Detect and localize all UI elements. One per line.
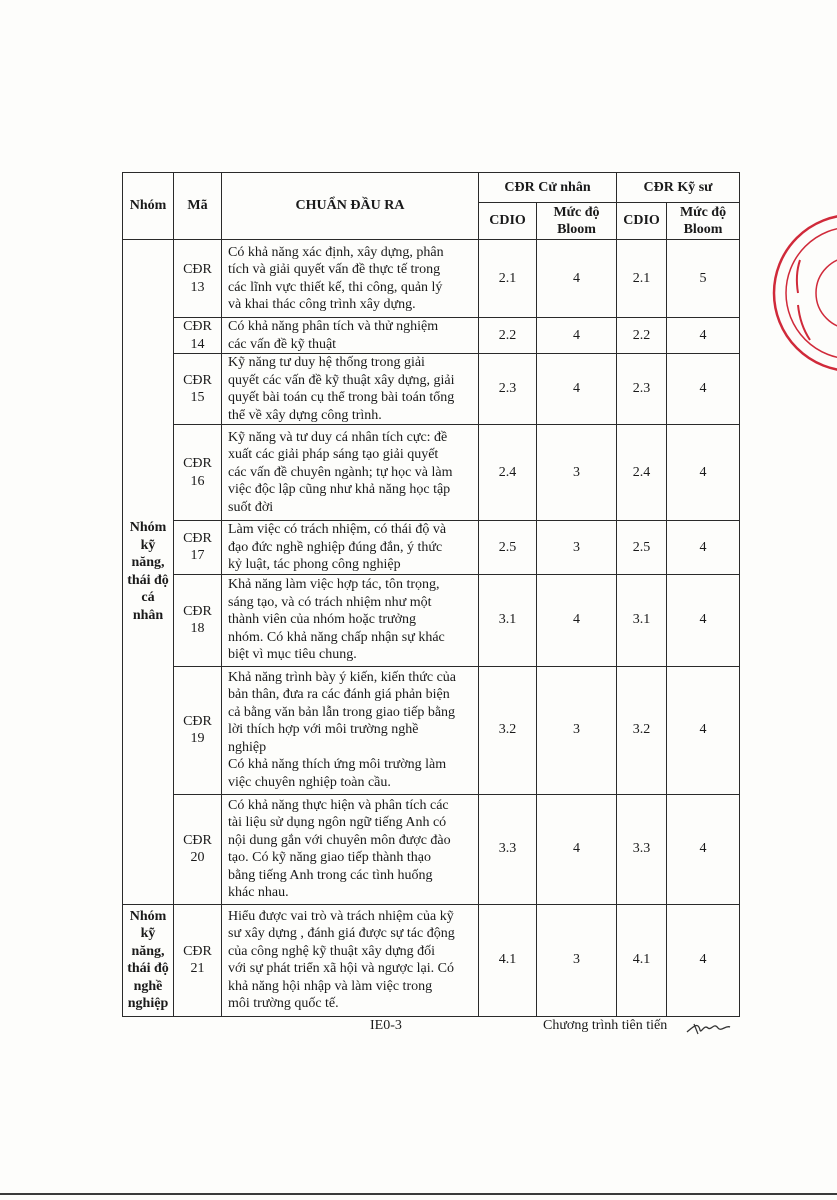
outcome-description-line: biệt vì mục tiêu chung. bbox=[228, 647, 357, 663]
outcome-description-cell bbox=[222, 904, 479, 1016]
outcome-description-cell bbox=[222, 574, 479, 666]
outcome-description-cell bbox=[222, 354, 479, 425]
outcome-code: CĐR bbox=[183, 372, 212, 388]
outcome-code: CĐR bbox=[183, 456, 212, 471]
group-cell bbox=[123, 904, 174, 1016]
table-row bbox=[123, 425, 740, 521]
outcome-code: 21 bbox=[190, 961, 205, 976]
outcome-code: 14 bbox=[190, 336, 205, 352]
engineer-cdio-cell: 2.4 bbox=[617, 425, 667, 521]
header-engineer: CĐR Kỹ sư bbox=[617, 173, 740, 203]
engineer-bloom-cell: 5 bbox=[667, 240, 740, 318]
outcome-description-line: tạo. Có kỹ năng giao tiếp thành thạo bbox=[228, 850, 431, 865]
outcome-code: 13 bbox=[190, 279, 205, 295]
outcome-description-line: của công nghệ kỹ thuật xây dựng đối bbox=[228, 943, 436, 959]
engineer-bloom-cell: 4 bbox=[667, 574, 740, 666]
group-label-line: thái độ bbox=[127, 961, 169, 976]
outcome-description-line: nhóm. Có khả năng chấp nhận sự khác bbox=[228, 629, 445, 645]
outcome-description-line: Khả năng trình bày ý kiến, kiến thức của bbox=[228, 669, 457, 685]
table-row bbox=[123, 318, 740, 354]
engineer-cdio-cell: 4.1 bbox=[617, 904, 667, 1016]
outcome-description-line: lời thích hợp với môi trường nghề bbox=[228, 722, 419, 738]
official-seal-icon bbox=[760, 205, 837, 380]
engineer-bloom-cell: 4 bbox=[667, 425, 740, 521]
outcome-description-line: Kỹ năng tư duy hệ thống trong giải bbox=[228, 355, 425, 370]
table-row bbox=[123, 240, 740, 318]
table-row bbox=[123, 521, 740, 575]
outcome-code-cell bbox=[174, 318, 222, 354]
engineer-cdio-cell: 2.3 bbox=[617, 354, 667, 425]
engineer-cdio-cell: 2.5 bbox=[617, 521, 667, 575]
table-row bbox=[123, 794, 740, 904]
page-number: IE0-3 bbox=[370, 1018, 402, 1033]
bachelor-bloom-cell: 4 bbox=[537, 794, 617, 904]
outcome-description-line: nội dung gắn với chuyên môn được đào bbox=[228, 832, 451, 848]
outcome-description-line: Làm việc có trách nhiệm, có thái độ và bbox=[228, 522, 447, 537]
header-engineer-cdio: CDIO bbox=[617, 203, 667, 240]
learning-outcomes-table bbox=[122, 172, 740, 1017]
outcome-description-line: khả năng hội nhập và làm việc trong bbox=[228, 978, 433, 994]
outcome-description-line: Có khả năng xác định, xây dựng, phân bbox=[228, 244, 444, 260]
engineer-bloom-cell: 4 bbox=[667, 794, 740, 904]
group-label-line: nhân bbox=[132, 607, 164, 623]
outcome-description-line: Hiểu được vai trò và trách nhiệm của kỹ bbox=[228, 908, 454, 924]
outcome-description-line: Có khả năng phân tích và thử nghiệm bbox=[228, 319, 439, 334]
outcome-code: CĐR bbox=[183, 603, 212, 619]
outcome-code-cell bbox=[174, 354, 222, 425]
header-group: Nhóm bbox=[123, 173, 174, 240]
bachelor-bloom-cell: 3 bbox=[537, 904, 617, 1016]
outcome-code: 19 bbox=[190, 731, 205, 746]
outcome-description-line: đạo đức nghề nghiệp đúng đắn, ý thức bbox=[228, 539, 443, 555]
outcome-code-cell bbox=[174, 666, 222, 794]
engineer-bloom-cell: 4 bbox=[667, 521, 740, 575]
bachelor-bloom-cell: 4 bbox=[537, 240, 617, 318]
engineer-bloom-cell: 4 bbox=[667, 354, 740, 425]
table-row bbox=[123, 666, 740, 794]
program-name: Chương trình tiên tiến bbox=[543, 1018, 668, 1033]
outcome-description-line: thể về xây dựng công trình. bbox=[228, 407, 382, 423]
outcome-description-line: xuất các giải pháp sáng tạo giải quyết bbox=[228, 447, 439, 463]
outcome-code: 20 bbox=[190, 850, 205, 865]
engineer-bloom-cell: 4 bbox=[667, 318, 740, 354]
group-label-line: Nhóm bbox=[129, 520, 167, 536]
outcome-description-cell bbox=[222, 425, 479, 521]
bachelor-cdio-cell: 3.2 bbox=[479, 666, 537, 794]
engineer-cdio-cell: 3.1 bbox=[617, 574, 667, 666]
table-row bbox=[123, 354, 740, 425]
engineer-cdio-cell: 2.2 bbox=[617, 318, 667, 354]
outcome-code-cell bbox=[174, 904, 222, 1016]
bachelor-bloom-cell: 3 bbox=[537, 521, 617, 575]
outcome-description-line: việc chuyên nghiệp toàn cầu. bbox=[228, 774, 391, 790]
outcome-code-cell bbox=[174, 425, 222, 521]
header-bachelor-cdio: CDIO bbox=[479, 203, 537, 240]
group-label-line: nghiệp bbox=[127, 996, 169, 1011]
outcome-code: CĐR bbox=[183, 262, 212, 277]
group-label-line: nghề bbox=[133, 978, 163, 994]
bachelor-cdio-cell: 3.3 bbox=[479, 794, 537, 904]
outcome-description-line: và khai thác công trình xây dựng. bbox=[228, 297, 416, 312]
header-engineer-bloom: Mức độ Bloom bbox=[667, 203, 740, 240]
group-label-line: năng, bbox=[131, 555, 165, 571]
engineer-cdio-cell: 3.3 bbox=[617, 794, 667, 904]
bachelor-bloom-cell: 4 bbox=[537, 354, 617, 425]
outcome-description-line: việc độc lập cũng như khả năng học tập bbox=[228, 482, 451, 498]
outcome-description-cell bbox=[222, 521, 479, 575]
outcome-description-cell bbox=[222, 666, 479, 794]
outcome-description-line: tích và giải quyết vấn đề thực tế trong bbox=[228, 262, 441, 277]
engineer-cdio-cell: 2.1 bbox=[617, 240, 667, 318]
engineer-bloom-cell: 4 bbox=[667, 666, 740, 794]
group-label-line: Nhóm bbox=[129, 908, 167, 924]
group-cell bbox=[123, 240, 174, 905]
outcome-description-line: Có khả năng thích ứng môi trường làm bbox=[228, 757, 447, 773]
outcome-description-line: quyết các vấn đề kỹ thuật xây dựng, giải bbox=[228, 372, 455, 388]
outcome-code: CĐR bbox=[183, 943, 212, 959]
header-bachelor-bloom: Mức độ Bloom bbox=[537, 203, 617, 240]
outcome-description-line: cả bằng văn bản lẫn trong giao tiếp bằng bbox=[228, 704, 456, 720]
outcome-description-line: kỷ luật, tác phong công nghiệp bbox=[228, 557, 401, 572]
outcome-description-line: với sự phát triển xã hội và ngược lại. Có bbox=[228, 961, 454, 976]
bachelor-cdio-cell: 2.3 bbox=[479, 354, 537, 425]
outcome-code: CĐR bbox=[183, 319, 212, 334]
outcome-description-line: môi trường quốc tế. bbox=[228, 996, 339, 1011]
outcome-description-line: thành viên của nhóm hoặc trưởng bbox=[228, 612, 416, 628]
engineer-cdio-cell: 3.2 bbox=[617, 666, 667, 794]
outcome-code-cell bbox=[174, 240, 222, 318]
bachelor-cdio-cell: 4.1 bbox=[479, 904, 537, 1016]
bachelor-cdio-cell: 2.2 bbox=[479, 318, 537, 354]
group-label-line: cá bbox=[141, 590, 155, 606]
group-label-line: thái độ bbox=[127, 572, 169, 588]
header-code: Mã bbox=[174, 173, 222, 240]
group-label-line: kỹ bbox=[140, 926, 156, 941]
bachelor-bloom-cell: 4 bbox=[537, 318, 617, 354]
outcome-code-cell bbox=[174, 574, 222, 666]
engineer-bloom-cell: 4 bbox=[667, 904, 740, 1016]
outcome-description-line: khác nhau. bbox=[228, 885, 289, 900]
outcome-description-line: các vấn đề chuyên ngành; tự học và làm bbox=[228, 464, 453, 480]
outcome-description-line: bằng tiếng Anh trong các tình huống bbox=[228, 867, 433, 883]
outcome-code: 15 bbox=[190, 390, 205, 405]
outcome-code: CĐR bbox=[183, 713, 212, 729]
outcome-description-line: sư xây dựng , đánh giá được sự tác động bbox=[228, 926, 455, 941]
header-outcome: CHUẨN ĐẦU RA bbox=[222, 173, 479, 240]
outcome-description-line: tài liệu sử dụng ngôn ngữ tiếng Anh có bbox=[228, 815, 447, 830]
outcome-code: 16 bbox=[190, 473, 205, 489]
outcome-description-line: Có khả năng thực hiện và phân tích các bbox=[228, 797, 449, 813]
outcome-code: CĐR bbox=[183, 530, 212, 546]
outcome-description-line: nghiệp bbox=[228, 739, 267, 755]
table-row bbox=[123, 904, 740, 1016]
outcome-description-cell bbox=[222, 318, 479, 354]
signature-icon bbox=[684, 1016, 734, 1038]
outcome-description-line: các vấn đề kỹ thuật bbox=[228, 336, 337, 352]
outcome-description-line: quyết bài toán cụ thể trong bài toán tổng bbox=[228, 390, 455, 405]
bachelor-cdio-cell: 2.1 bbox=[479, 240, 537, 318]
bachelor-bloom-cell: 3 bbox=[537, 666, 617, 794]
header-bachelor: CĐR Cử nhân bbox=[479, 173, 617, 203]
bottom-scan-edge bbox=[0, 1193, 837, 1195]
outcome-description-line: Khả năng làm việc hợp tác, tôn trọng, bbox=[228, 577, 440, 593]
outcome-code: 17 bbox=[190, 548, 205, 564]
group-label-line: kỹ bbox=[140, 537, 156, 553]
bachelor-cdio-cell: 2.4 bbox=[479, 425, 537, 521]
outcome-description-line: Kỹ năng và tư duy cá nhân tích cực: đề bbox=[228, 429, 448, 445]
outcome-description-line: sáng tạo, và có trách nhiệm như một bbox=[228, 594, 432, 610]
outcome-description-line: bản thân, đưa ra các đánh giá phản biện bbox=[228, 687, 450, 703]
outcome-code: CĐR bbox=[183, 832, 212, 848]
outcome-description-line: suốt đời bbox=[228, 499, 274, 515]
bachelor-bloom-cell: 3 bbox=[537, 425, 617, 521]
outcome-description-line: các lĩnh vực thiết kế, thi công, quản lý bbox=[228, 279, 443, 295]
outcome-description-cell bbox=[222, 240, 479, 318]
bachelor-cdio-cell: 2.5 bbox=[479, 521, 537, 575]
bachelor-bloom-cell: 4 bbox=[537, 574, 617, 666]
outcome-code-cell bbox=[174, 794, 222, 904]
table-row bbox=[123, 574, 740, 666]
bachelor-cdio-cell: 3.1 bbox=[479, 574, 537, 666]
outcome-code: 18 bbox=[190, 621, 205, 636]
group-label-line: năng, bbox=[131, 943, 165, 959]
outcome-description-cell bbox=[222, 794, 479, 904]
outcome-code-cell bbox=[174, 521, 222, 575]
